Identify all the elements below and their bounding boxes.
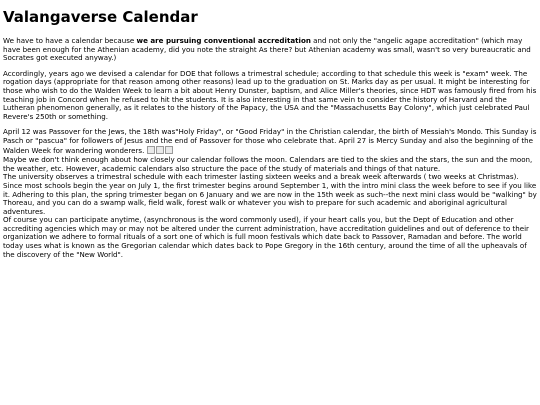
paragraph-doe-calendar: Accordingly, years ago we devised a calendar for DOE that follows a trimestral schedule; according to that schedule this week is "exam" week. The rogation days (appropriate for that reason among other reasons) lead up to the graduation on St. Marks day as per usual. It might be interesting for those who wish to do the Walden Week to learn a bit about Henry Dunster, baptism, and Alice Miller's theories, since HDT was famously fired from his teaching job in Concord when he refused to hit the students. It is also interesting in that same vein to consider the history of Harvard and the Lutheran phenomenon generally, as it relates to the history of the Papacy, the USA and the "Massachusetts Bay Colony", which just celebrated Paul Revere's 250th or something. (3, 68, 537, 121)
paragraph-passover-text: April 12 was Passover for the Jews, the 18th was"Holy Friday", or "Good Friday" in the Christian calendar, the birth of Messiah's Mondo. This Sunday is Pasch or "pascua" for followers of Jesus and the end of Passover for those who celebrate that. April 27 is Mercy Sunday and also the beginning of the Walden Week for wandering wonderers. (3, 127, 537, 155)
paragraph-accreditation (3, 37, 537, 63)
paragraph-trimester: The university observes a trimestral schedule with each trimester lasting sixteen weeks and a break week afterwards ( two weeks at Christmas). Since most schools begin the year on July 1, the first trimester begins around September 1, with the intro mini class the week before to see if you like it. Adhering to this plan, the spring trimester began on 6 January and we are now in the 15th week as such--the next mini class would be "walking" by Thoreau, and you can do a swamp walk, field walk, forest walk or whatever you wish to prepare for such academic and aboriginal agricultural adventures. (3, 172, 537, 216)
paragraph-accreditation-text-end: and not only the "angelic agape accreditation" (which may have been enough for the Athenian academy, did you note the straight As there? but Athenian academy was small, wasn't so very bureaucratic and Socrates got executed anyway.) (3, 36, 531, 63)
broken-image-icon[interactable] (156, 146, 164, 154)
broken-image-icon[interactable] (147, 146, 155, 154)
paragraph-moon: Maybe we don't think enough about how closely our calendar follows the moon. Calendars are tied to the skies and the stars, the sun and the moon, the weather, etc. However, academic calendars also structure the pace of the study of materials and things of that nature. (3, 155, 533, 173)
accreditation-emphasis: we are pursuing conventional accreditation (136, 36, 311, 45)
paragraph-passover (3, 128, 537, 156)
broken-image-icon[interactable] (165, 146, 173, 154)
paragraph-gregorian: Of course you can participate anytime, (asynchronous is the word commonly used), if your heart calls you, but the Dept of Education and other accrediting agencies which may or may not be altered under the current administration, have accreditation guidelines and out of deference to their organization we adhere to formal rituals of a sort one of which is full moon festivals which date back to Passover, Ramadan and before. The world today uses what is known as the Gregorian calendar which dates back to Pope Gregory in the 16th century, around the time of all the upheavals of the discovery of the "New World". (3, 215, 529, 259)
paragraph-accreditation-text-start: We have to have a calendar because (3, 36, 137, 45)
page-title: Valangaverse Calendar (3, 8, 198, 26)
